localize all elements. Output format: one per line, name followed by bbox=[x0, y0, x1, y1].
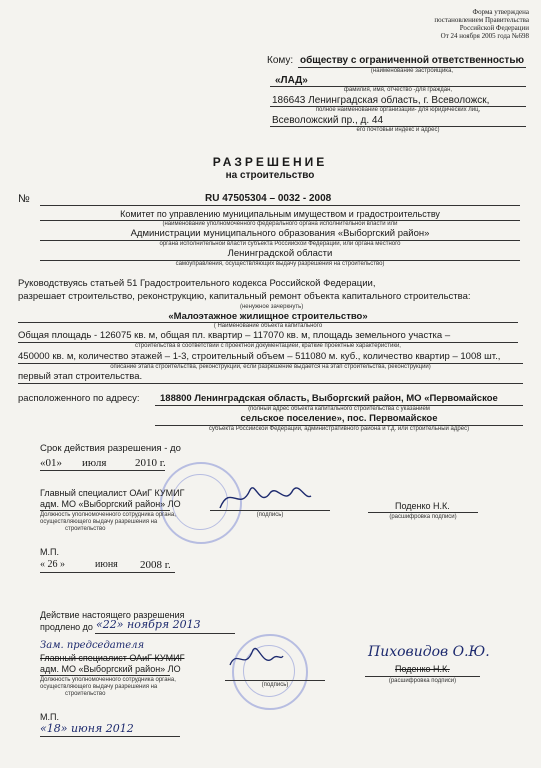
extension-position2: адм. МО «Выборгский район» ЛО bbox=[40, 664, 181, 674]
authority-line3: Ленинградской области bbox=[227, 248, 333, 259]
caption-ext-position: Должность уполномоченного сотрудника органа, bbox=[40, 677, 176, 683]
form-line-1: Форма утверждена bbox=[472, 8, 529, 16]
extension-name-handwritten: Пиховидов О.Ю. bbox=[368, 644, 490, 660]
caption-authority2: органа исполнительной власти субъекта Российской Федерации, или органа местного bbox=[159, 241, 401, 247]
form-line-2: постановлением Правительства bbox=[434, 16, 529, 24]
caption-underline: (ненужное зачеркнуть) bbox=[240, 304, 304, 310]
caption-object: ( Наименование объекта капитального bbox=[213, 323, 323, 329]
extension-name-struck: Поденко Н.К. bbox=[395, 664, 450, 674]
number-sign: № bbox=[18, 193, 30, 205]
caption-ext-position2: осуществляющего выдачу разрешения на bbox=[40, 684, 158, 690]
validity-month: июля bbox=[82, 457, 107, 469]
signer1-name: Поденко Н.К. bbox=[395, 501, 450, 511]
caption-signer1-name: (расшифровка подписи) bbox=[389, 514, 457, 520]
extension-date-handwritten: «22» ноября 2013 bbox=[96, 618, 201, 631]
address-line2: Всеволожский пр., д. 44 bbox=[272, 115, 384, 126]
form-line-4: От 24 ноября 2005 года №698 bbox=[440, 32, 529, 40]
authority-line2: Администрации муниципального образования «Выборгский район» bbox=[130, 228, 430, 239]
params-line1: Общая площадь - 126075 кв. м, общая пл. квартир – 117070 кв. м, площадь земельного участка – bbox=[18, 330, 451, 341]
caption-authority1: (наименование уполномоченного федерального органа исполнительной власти или bbox=[162, 221, 398, 227]
validity-day: «01» bbox=[40, 457, 62, 469]
caption-ext-name: (расшифровка подписи) bbox=[388, 678, 457, 684]
body-para1: Руководствуясь статьей 51 Градостроительного кодекса Российской Федерации, bbox=[18, 278, 376, 289]
location-label: расположенного по адресу: bbox=[18, 393, 140, 404]
extension-position-handwritten: Зам. председателя bbox=[40, 640, 145, 651]
page-subtitle: на строительство bbox=[225, 170, 315, 181]
caption-signer1-signature: (подпись) bbox=[256, 512, 284, 518]
mp-label-2: М.П. bbox=[40, 712, 59, 722]
caption-location2: субъекта Российской Федерации, административного района и т.д. или строительный адрес) bbox=[208, 426, 470, 432]
location-address1: 188800 Ленинградская область, Выборгский район, МО «Первомайское bbox=[160, 393, 498, 404]
caption-developer: (наименование застройщика, bbox=[370, 68, 454, 74]
caption-ext-position3: строительство bbox=[65, 691, 106, 697]
caption-signer1-position3: строительство bbox=[65, 526, 106, 532]
location-address2: сельское поселение», пос. Первомайское bbox=[240, 413, 438, 424]
body-para2: разрешает строительство, реконструкцию, капитальный ремонт объекта капитального строительства: bbox=[18, 291, 471, 302]
signer1-position1: Главный специалист ОАиГ КУМИГ bbox=[40, 488, 185, 498]
caption-postal: его почтовый индекс и адрес) bbox=[356, 127, 440, 133]
form-approval-note bbox=[434, 8, 529, 40]
developer-name-line2: «ЛАД» bbox=[275, 75, 308, 86]
validity-label: Срок действия разрешения - до bbox=[40, 443, 181, 454]
caption-location1: (полный адрес объекта капитального строительства с указанием bbox=[248, 406, 430, 412]
caption-signer1-position2: осуществляющего выдачу разрешения на bbox=[40, 519, 158, 525]
validity-year: 2010 г. bbox=[135, 457, 166, 469]
page-title: РАЗРЕШЕНИЕ bbox=[212, 155, 328, 169]
issue-month: июня bbox=[95, 559, 118, 570]
signer1-position2: адм. МО «Выборгский район» ЛО bbox=[40, 499, 181, 509]
caption-authority3: самоуправления, осуществляющих выдачу разрешения на строительство) bbox=[175, 261, 385, 267]
extension-mp-date-handwritten: «18» июня 2012 bbox=[40, 722, 134, 735]
to-label: Кому: bbox=[267, 55, 294, 66]
issue-year: 2008 г. bbox=[140, 559, 171, 571]
address-line1: 186643 Ленинградская область, г. Всеволожск, bbox=[272, 95, 490, 106]
mp-label-1: М.П. bbox=[40, 547, 59, 557]
caption-ext-signature: (подпись) bbox=[261, 682, 289, 688]
caption-fio: фамилия, имя, отчество -для граждан, bbox=[343, 87, 453, 93]
authority-line1: Комитет по управлению муниципальным имуществом и градостроительству bbox=[120, 209, 440, 219]
issue-day: « 26 » bbox=[40, 559, 65, 570]
extension-label2: продлено до bbox=[40, 622, 93, 632]
extension-position1-struck: Главный специалист ОАиГ КУМИГ bbox=[40, 653, 185, 663]
params-line2: 450000 кв. м, количество этажей – 1-3, строительный объем – 511080 м. куб., количество квартир – 1008 шт., bbox=[18, 351, 501, 362]
permit-number: RU 47505304 – 0032 - 2008 bbox=[205, 193, 332, 204]
form-line-3: Российской Федерации bbox=[459, 24, 529, 32]
caption-signer1-position: Должность уполномоченного сотрудника органа, bbox=[40, 512, 176, 518]
developer-name-line1: обществу с ограниченной ответственностью bbox=[300, 55, 525, 66]
caption-params2: описание этапа строительства, реконструкции, если разрешение выдается на этап строительства, реконструкции) bbox=[110, 364, 431, 370]
extension-label1: Действие настоящего разрешения bbox=[40, 610, 185, 620]
caption-org: полное наименование организации- для юридических лиц, bbox=[315, 107, 481, 113]
object-name: «Малоэтажное жилищное строительство» bbox=[168, 311, 368, 322]
stage: первый этап строительства. bbox=[18, 371, 143, 382]
signature2-handwriting bbox=[225, 640, 285, 680]
caption-params1: строительства в соответствии с проектной документацией, краткие проектные характеристики, bbox=[135, 343, 401, 349]
